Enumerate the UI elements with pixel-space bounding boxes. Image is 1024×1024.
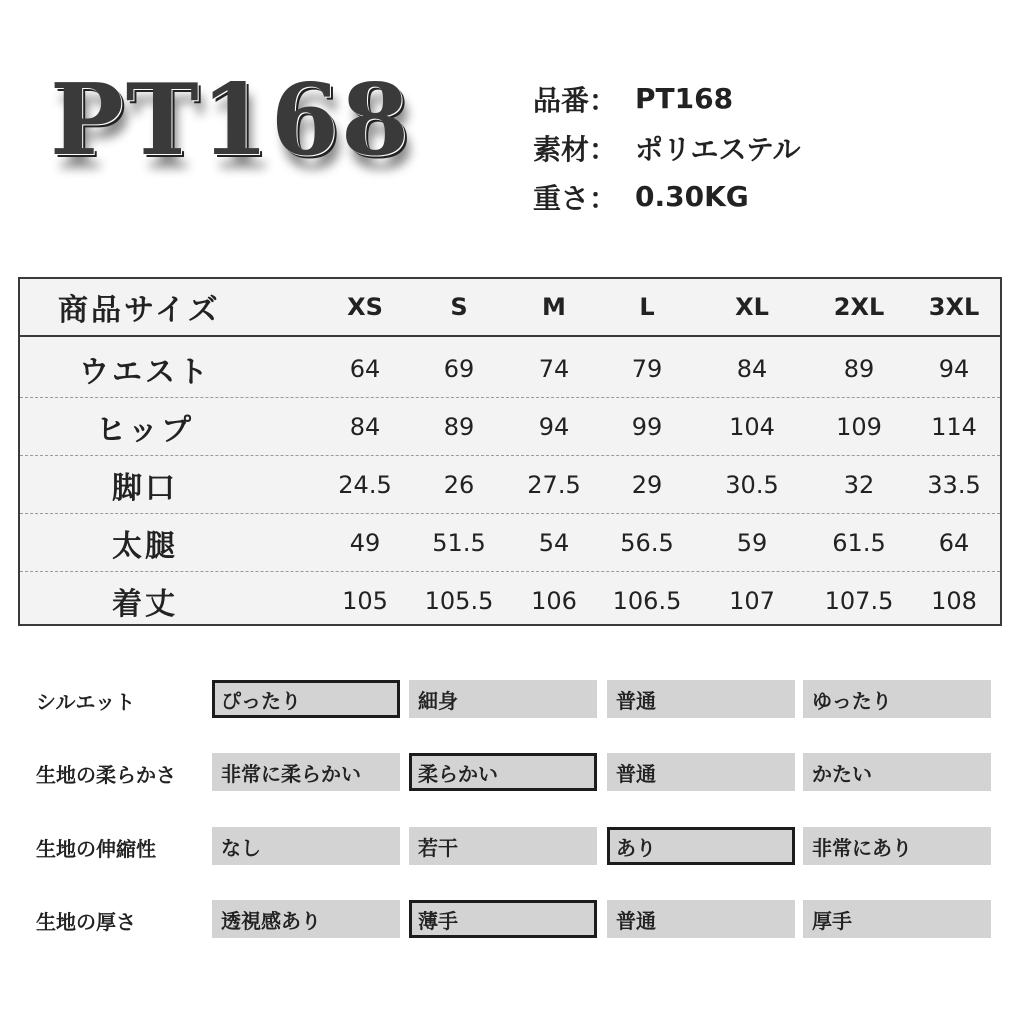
- table-cell: 27.5: [527, 470, 581, 499]
- product-logo: PT168: [50, 63, 412, 178]
- table-cell: 64: [938, 528, 970, 557]
- feel-option: 非常にあり: [803, 827, 991, 865]
- feel-option: 透視感あり: [212, 900, 400, 938]
- feel-option: 細身: [409, 680, 597, 718]
- table-cell: 89: [843, 354, 875, 383]
- table-cell: 74: [538, 354, 570, 383]
- row-label: ヒップ: [95, 412, 195, 448]
- feel-option: ぴったり: [212, 680, 400, 718]
- feel-row-silhouette: [0, 680, 1024, 720]
- size-column-header: 2XL: [833, 293, 885, 321]
- spec-value: ポリエステル: [635, 132, 801, 166]
- table-cell: 109: [836, 412, 882, 441]
- table-cell: 54: [538, 528, 570, 557]
- spec-material: [533, 123, 800, 172]
- row-label: ウエスト: [79, 354, 211, 390]
- feel-label: シルエット: [36, 689, 136, 714]
- feel-label: 生地の柔らかさ: [36, 762, 176, 787]
- feel-option: 普通: [607, 680, 795, 718]
- table-cell: 94: [938, 354, 970, 383]
- table-cell: 106: [531, 587, 577, 615]
- feel-option: 薄手: [409, 900, 597, 938]
- spec-label: 素材：: [533, 132, 618, 166]
- table-cell: 51.5: [432, 528, 486, 557]
- row-label: 太腿: [112, 528, 178, 564]
- table-row-hem: [20, 456, 1000, 514]
- feel-option: ゆったり: [803, 680, 991, 718]
- product-specs: [533, 74, 800, 221]
- row-label: 脚口: [112, 470, 178, 506]
- table-cell: 30.5: [725, 470, 779, 499]
- spec-value: PT168: [635, 82, 734, 115]
- table-cell: 33.5: [927, 470, 981, 499]
- spec-label: 重さ：: [533, 181, 618, 215]
- table-cell: 105.5: [424, 587, 494, 615]
- table-cell: 29: [631, 470, 663, 499]
- spec-weight: [533, 172, 800, 221]
- feel-label: 生地の伸縮性: [36, 836, 156, 861]
- feel-option: 厚手: [803, 900, 991, 938]
- table-cell: 56.5: [620, 528, 674, 557]
- table-cell: 107: [729, 587, 775, 615]
- feel-option: 普通: [607, 753, 795, 791]
- feel-row-thickness: [0, 900, 1024, 940]
- feel-option: 普通: [607, 900, 795, 938]
- table-cell: 79: [631, 354, 663, 383]
- size-column-header: S: [450, 293, 468, 321]
- table-cell: 99: [631, 412, 663, 441]
- spec-item-number: [533, 74, 800, 123]
- table-cell: 104: [729, 412, 775, 441]
- table-cell: 24.5: [338, 470, 392, 499]
- size-column-header: 3XL: [928, 293, 980, 321]
- table-cell: 105: [342, 587, 388, 615]
- table-row-length: [20, 572, 1000, 630]
- table-cell: 84: [736, 354, 768, 383]
- table-cell: 26: [443, 470, 475, 499]
- table-cell: 89: [443, 412, 475, 441]
- table-cell: 108: [931, 587, 977, 615]
- table-cell: 64: [349, 354, 381, 383]
- table-row-thigh: [20, 514, 1000, 572]
- spec-label: 品番：: [533, 83, 618, 117]
- table-cell: 107.5: [824, 587, 894, 615]
- table-cell: 61.5: [832, 528, 886, 557]
- feel-option: なし: [212, 827, 400, 865]
- size-table: [18, 277, 1002, 626]
- row-label: 着丈: [112, 587, 178, 622]
- size-table-header: [20, 279, 1000, 337]
- table-cell: 94: [538, 412, 570, 441]
- size-column-header: XS: [347, 293, 383, 321]
- table-cell: 84: [349, 412, 381, 441]
- feel-row-stretch: [0, 827, 1024, 867]
- size-header-label: 商品サイズ: [58, 293, 221, 328]
- feel-option: 若干: [409, 827, 597, 865]
- table-row-waist: [20, 340, 1000, 398]
- table-cell: 49: [349, 528, 381, 557]
- table-cell: 114: [931, 412, 977, 441]
- feel-label: 生地の厚さ: [36, 909, 136, 934]
- feel-option: かたい: [803, 753, 991, 791]
- size-column-header: L: [639, 293, 655, 321]
- size-column-header: XL: [735, 293, 769, 321]
- feel-option: 非常に柔らかい: [212, 753, 400, 791]
- feel-row-softness: [0, 753, 1024, 793]
- table-cell: 69: [443, 354, 475, 383]
- size-column-header: M: [542, 293, 566, 321]
- feel-option: 柔らかい: [409, 753, 597, 791]
- table-row-hip: [20, 398, 1000, 456]
- table-cell: 106.5: [612, 587, 682, 615]
- table-cell: 32: [843, 470, 875, 499]
- spec-value: 0.30KG: [635, 180, 749, 213]
- table-cell: 59: [736, 528, 768, 557]
- feel-option: あり: [607, 827, 795, 865]
